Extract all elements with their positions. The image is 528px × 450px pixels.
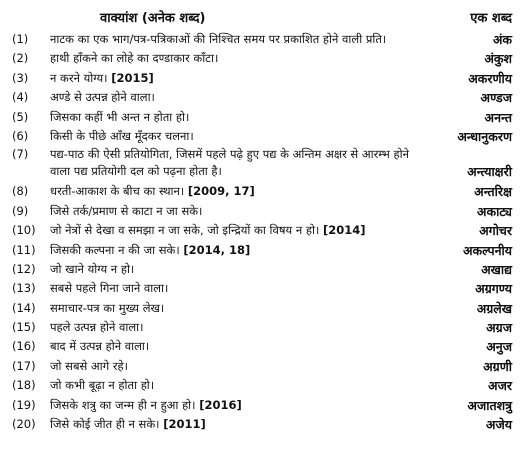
list-item [6, 69, 522, 88]
item-number: (5) [12, 109, 29, 124]
phrase-cell [50, 30, 450, 49]
phrase-text: जिसका कहीं भी अन्त न होता हो। [50, 109, 190, 124]
one-word-answer: अजर [488, 378, 512, 394]
one-word-answer: अंक [492, 32, 512, 47]
phrase-text: नाटक का एक भाग/पत्र-पत्रिकाओं की निश्चित समय पर प्रकाशित होने वाली प्रति। [50, 32, 387, 46]
list-item [6, 415, 522, 434]
phrase-cell [50, 182, 450, 201]
exam-year: [2014] [322, 223, 366, 238]
exam-year: [2016] [199, 397, 242, 412]
item-number: (12) [12, 261, 36, 276]
list-item [6, 146, 522, 182]
list-item [6, 318, 522, 337]
item-number: (20) [12, 417, 36, 432]
exam-year: [2015] [111, 70, 154, 85]
item-number: (16) [12, 339, 36, 354]
phrase-text: धरती-आकाश के बीच का स्थान। [50, 184, 185, 199]
list-item [6, 376, 522, 395]
item-number: (6) [12, 128, 29, 143]
phrase-cell [50, 221, 450, 240]
phrase-cell [50, 241, 450, 260]
one-word-answer: अन्तरिक्ष [474, 184, 512, 200]
one-word-answer: अनन्त [484, 109, 512, 125]
phrase-cell [50, 108, 450, 127]
phrase-cell [50, 260, 450, 279]
one-word-answer: अण्डज [480, 90, 512, 106]
list-item [6, 127, 522, 146]
one-word-answer: अग्रज [486, 320, 512, 336]
phrase-text: न करने योग्य। [50, 70, 108, 85]
list-item [6, 108, 522, 127]
phrase-text: जो सबसे आगे रहे। [50, 358, 128, 373]
exam-year: [2011] [163, 417, 206, 432]
phrase-text: सबसे पहले गिना जाने वाला। [50, 281, 169, 296]
phrase-text: जिसकी कल्पना न की जा सके। [50, 242, 180, 257]
exam-year: [2009, 17] [187, 184, 255, 199]
item-number: (18) [12, 378, 36, 393]
one-word-answer: अग्रलेख [476, 300, 512, 316]
phrase-text: पद्य-पाठ की ऐसी प्रतियोगिता, जिसमें पहले पढ़े हुए पद्य के अन्तिम अक्षर से आरम्भ होने वाला पद्य प्रतियोगी दल को पढ़ना होता है। [50, 147, 409, 179]
phrase-cell [50, 396, 450, 415]
one-word-answer: अग्रगण्य [475, 281, 512, 297]
phrase-cell [50, 49, 450, 68]
one-word-answer: अजेय [485, 417, 512, 433]
phrase-cell [50, 357, 450, 376]
list-item [6, 299, 522, 318]
one-word-answer: अखाद्य [481, 261, 512, 277]
item-number: (3) [12, 70, 29, 85]
phrase-text: अण्डे से उत्पन्न होने वाला। [50, 90, 155, 105]
item-number: (14) [12, 300, 36, 315]
phrase-text: बाद में उत्पन्न होने वाला। [50, 339, 150, 354]
phrase-cell [50, 337, 450, 356]
phrase-cell [50, 299, 450, 318]
item-number: (11) [12, 242, 36, 257]
phrase-text: जो खाने योग्य न हो। [50, 261, 135, 276]
phrase-text: जिसे तर्क/प्रमाण से काटा न जा सके। [50, 203, 203, 218]
phrase-text: हाथी हाँकने का लोहे का दण्डाकार काँटा। [50, 51, 219, 66]
item-number: (10) [12, 223, 36, 238]
phrase-cell [50, 146, 430, 180]
list-item [6, 49, 522, 68]
one-word-answer: अंकुश [484, 51, 512, 67]
list-item [6, 241, 522, 260]
table-header [6, 6, 522, 30]
phrase-cell [50, 376, 450, 395]
item-number: (19) [12, 397, 36, 412]
phrase-text: पहले उत्पन्न होने वाला। [50, 320, 144, 335]
list-item [6, 279, 522, 298]
phrase-cell [50, 69, 450, 88]
item-number: (9) [12, 203, 29, 218]
phrase-text: जो नेत्रों से देखा व समझा न जा सके, जो इन्द्रियों का विषय न हो। [50, 223, 320, 238]
one-word-answer: अकरणीय [468, 70, 512, 86]
list-item [6, 88, 522, 107]
item-number: (8) [12, 184, 29, 199]
item-number: (2) [12, 51, 29, 66]
list-item [6, 357, 522, 376]
list-item [6, 396, 522, 415]
phrase-cell [50, 88, 450, 107]
item-number: (4) [12, 90, 29, 105]
one-word-answer: अकल्पनीय [462, 242, 512, 258]
list-item [6, 260, 522, 279]
phrase-text: जिसके शत्रु का जन्म ही न हुआ हो। [50, 397, 196, 412]
phrase-cell [50, 127, 450, 146]
phrase-text: जो कभी बूढ़ा न होता हो। [50, 378, 155, 393]
phrase-cell [50, 318, 450, 337]
one-word-answer: अन्त्याक्षरी [467, 164, 512, 180]
phrase-cell [50, 279, 450, 298]
list-item [6, 202, 522, 221]
phrase-cell [50, 202, 450, 221]
one-word-answer: अकाट्य [476, 203, 512, 219]
phrase-column-heading: वाक्यांश (अनेक शब्द) [100, 11, 206, 26]
one-word-answer: अनुज [486, 339, 512, 355]
item-number: (7) [12, 147, 29, 162]
item-number: (15) [12, 320, 36, 335]
word-column-heading: एक शब्द [470, 11, 512, 26]
list-item [6, 337, 522, 356]
one-word-answer: अग्रणी [483, 358, 512, 374]
item-number: (13) [12, 281, 36, 296]
phrase-text: किसी के पीछे आँख मूँदकर चलना। [50, 128, 194, 143]
list-item [6, 221, 522, 240]
phrase-text: जिसे कोई जीत ही न सके। [50, 417, 160, 432]
phrase-text: समाचार-पत्र का मुख्य लेख। [50, 300, 165, 315]
one-word-answer: अन्धानुकरण [457, 128, 512, 144]
list-item [6, 30, 522, 49]
item-number: (1) [12, 32, 29, 46]
one-word-answer: अजातशत्रु [467, 397, 512, 413]
one-word-answer: अगोचर [479, 223, 512, 239]
item-number: (17) [12, 358, 36, 373]
phrase-cell [50, 415, 450, 434]
exam-year: [2014, 18] [183, 242, 251, 257]
list-item [6, 182, 522, 201]
word-list [6, 30, 522, 434]
